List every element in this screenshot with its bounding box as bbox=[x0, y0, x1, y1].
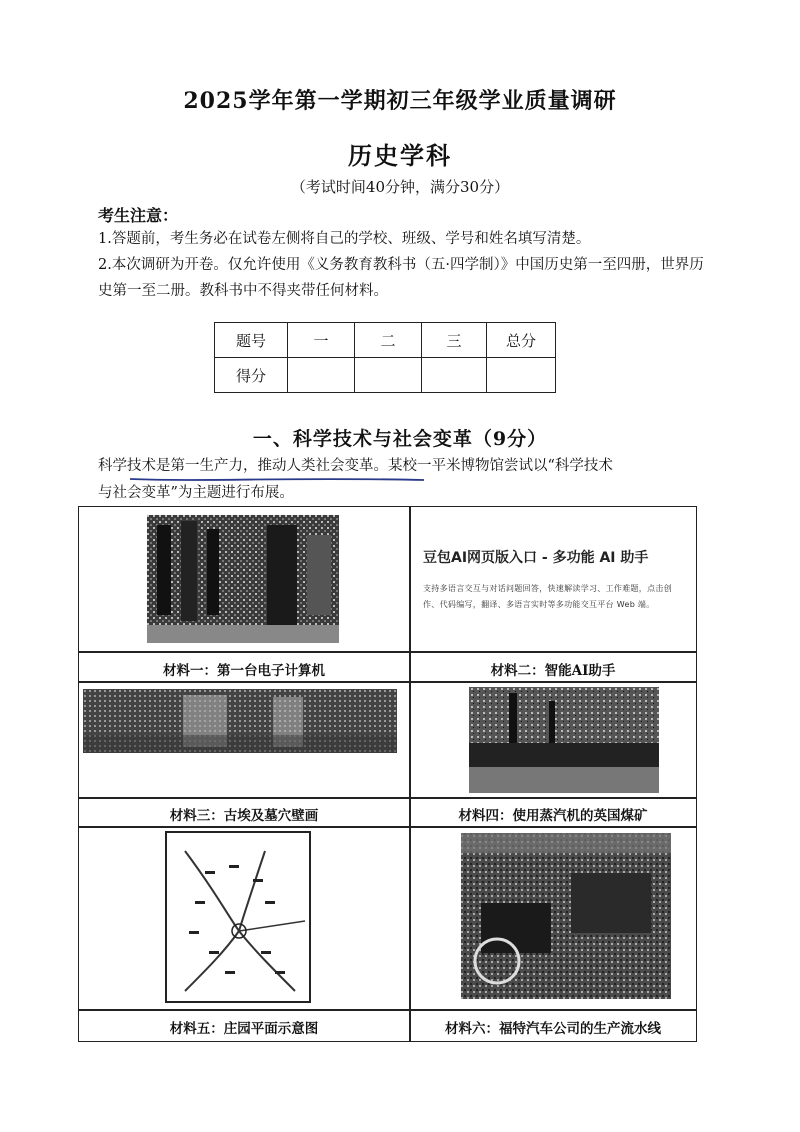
ai-ad-description: 支持多语言交互与对话问题回答，快速解读学习、工作难题，点击创作、代码编写，翻译、多语言实时等多功能交互平台 Web 端。 bbox=[423, 584, 672, 609]
notice-item-1: 1.答题前，考生务必在试卷左侧将自己的学校、班级、学号和姓名填写清楚。 bbox=[98, 231, 591, 247]
ai-ad-title: 豆包AI网页版入口 - 多功能 AI 助手 bbox=[423, 550, 649, 566]
score-cell: 得分 bbox=[215, 358, 288, 393]
manor-map-diagram bbox=[165, 831, 311, 1003]
exam-title: 2025学年第一学期初三年级学业质量调研 bbox=[183, 88, 617, 114]
score-blank[interactable] bbox=[355, 358, 422, 393]
caption-material-5: 材料五：庄园平面示意图 bbox=[169, 1021, 319, 1037]
score-blank[interactable] bbox=[422, 358, 487, 393]
coal-mine-photo bbox=[469, 687, 659, 793]
score-cell: 一 bbox=[288, 323, 355, 358]
caption-material-1: 材料一：第一台电子计算机 bbox=[163, 663, 325, 679]
caption-material-4: 材料四：使用蒸汽机的英国煤矿 bbox=[458, 808, 648, 824]
caption-material-3: 材料三：古埃及墓穴壁画 bbox=[169, 808, 319, 824]
score-table-header-row bbox=[215, 323, 556, 358]
handwritten-underline bbox=[128, 474, 428, 484]
score-blank[interactable] bbox=[487, 358, 556, 393]
score-table bbox=[214, 322, 556, 393]
score-cell: 二 bbox=[355, 323, 422, 358]
ford-assembly-line-photo bbox=[461, 833, 671, 999]
score-blank[interactable] bbox=[288, 358, 355, 393]
score-cell: 总分 bbox=[487, 323, 556, 358]
score-table-score-row bbox=[215, 358, 556, 393]
score-cell: 三 bbox=[422, 323, 487, 358]
score-cell: 题号 bbox=[215, 323, 288, 358]
egyptian-mural-photo bbox=[83, 689, 397, 753]
materials-grid bbox=[78, 506, 697, 1042]
notice-item-2: 2.本次调研为开卷。仅允许使用《义务教育教科书（五·四学制）》中国历史第一至四册，世界历史第一至二册。教科书中不得夹带任何材料。 bbox=[98, 257, 704, 299]
intro-line: 与社会变革”为主题进行布展。 bbox=[98, 485, 294, 501]
caption-material-6: 材料六：福特汽车公司的生产流水线 bbox=[445, 1021, 661, 1037]
caption-material-2: 材料二：智能AI助手 bbox=[490, 663, 616, 679]
intro-line: 科学技术是第一生产力，推动人类社会变革。某校一平米博物馆尝试以“科学技术 bbox=[98, 458, 613, 474]
section-heading: 一、科学技术与社会变革（9分） bbox=[252, 428, 548, 450]
notice-heading: 考生注意： bbox=[98, 206, 179, 225]
subject-title: 历史学科 bbox=[348, 141, 452, 170]
exam-info: （考试时间40分钟，满分30分） bbox=[290, 178, 510, 196]
eniac-photo bbox=[147, 515, 339, 643]
